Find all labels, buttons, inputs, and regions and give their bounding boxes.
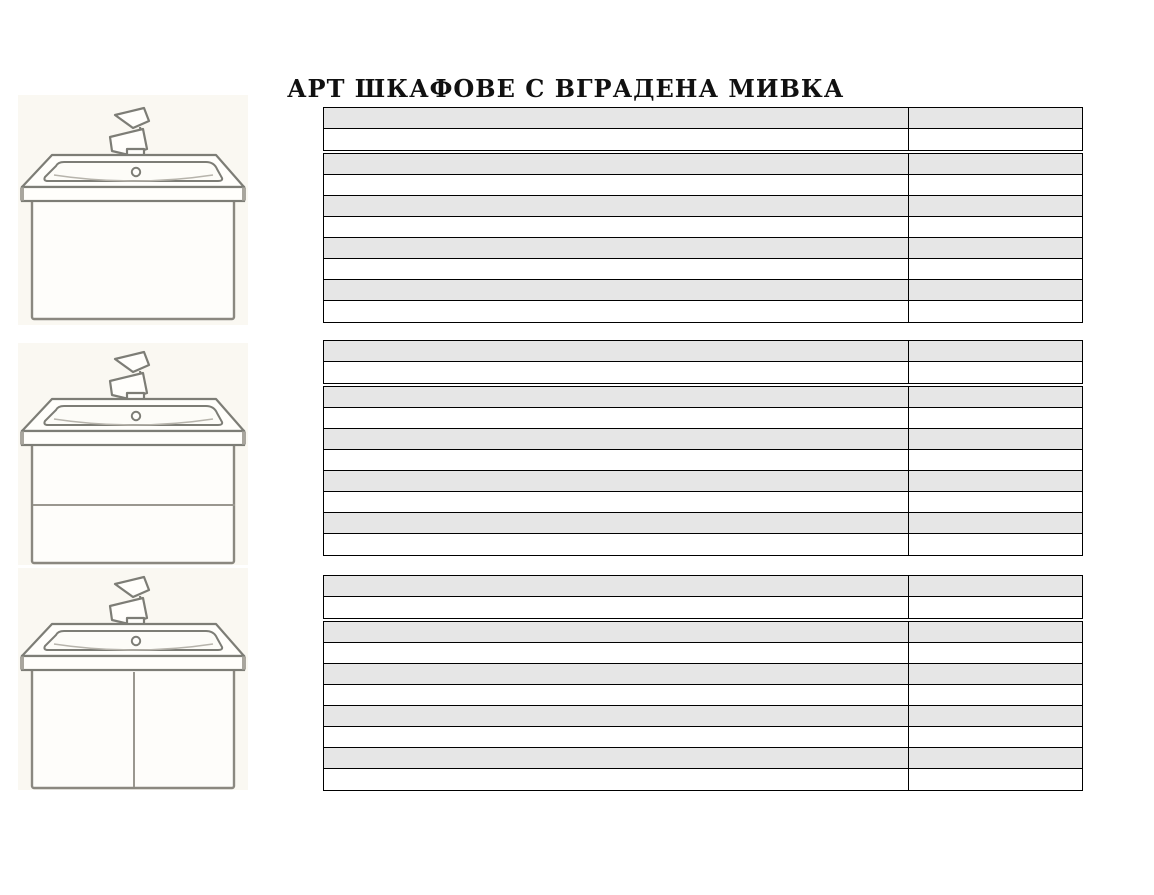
price-row xyxy=(323,533,1083,556)
product-price xyxy=(909,129,1082,150)
product-description xyxy=(324,259,909,280)
product-price xyxy=(909,108,1082,129)
price-row xyxy=(323,663,1083,686)
product-price xyxy=(909,217,1082,238)
price-row xyxy=(323,768,1083,791)
product-description xyxy=(324,408,909,429)
product-description xyxy=(324,362,909,383)
vanity-single-front-icon xyxy=(18,95,248,325)
product-description xyxy=(324,280,909,301)
price-row xyxy=(323,195,1083,218)
price-row xyxy=(323,575,1083,598)
product-price xyxy=(909,154,1082,175)
product-description xyxy=(324,471,909,492)
price-row xyxy=(323,449,1083,472)
product-description xyxy=(324,196,909,217)
price-row xyxy=(323,407,1083,430)
price-row xyxy=(323,512,1083,535)
vanity-illustration-1 xyxy=(18,95,248,325)
price-row xyxy=(323,642,1083,665)
vanity-illustration-2 xyxy=(18,343,248,565)
product-price xyxy=(909,769,1082,790)
product-description xyxy=(324,341,909,362)
product-description xyxy=(324,769,909,790)
product-price xyxy=(909,301,1082,322)
product-price xyxy=(909,685,1082,706)
price-table-2 xyxy=(323,340,1083,556)
product-description xyxy=(324,706,909,727)
product-price xyxy=(909,748,1082,769)
product-description xyxy=(324,622,909,643)
product-price xyxy=(909,341,1082,362)
product-price xyxy=(909,387,1082,408)
price-row xyxy=(323,340,1083,363)
price-row xyxy=(323,386,1083,409)
price-row xyxy=(323,684,1083,707)
price-row xyxy=(323,237,1083,260)
vanity-illustration-3 xyxy=(18,568,248,790)
vanity-two-drawers-icon xyxy=(18,343,248,565)
product-description xyxy=(324,238,909,259)
product-price xyxy=(909,706,1082,727)
product-description xyxy=(324,108,909,129)
product-price xyxy=(909,175,1082,196)
product-price xyxy=(909,622,1082,643)
price-row xyxy=(323,128,1083,151)
product-description xyxy=(324,129,909,150)
product-description xyxy=(324,664,909,685)
product-price xyxy=(909,259,1082,280)
price-row xyxy=(323,361,1083,384)
product-description xyxy=(324,301,909,322)
product-description xyxy=(324,429,909,450)
product-price xyxy=(909,238,1082,259)
product-description xyxy=(324,534,909,555)
product-description xyxy=(324,492,909,513)
product-price xyxy=(909,196,1082,217)
product-price xyxy=(909,513,1082,534)
price-row xyxy=(323,174,1083,197)
price-row xyxy=(323,491,1083,514)
price-table-1 xyxy=(323,107,1083,323)
product-description xyxy=(324,217,909,238)
product-price xyxy=(909,362,1082,383)
price-row xyxy=(323,216,1083,239)
product-price xyxy=(909,280,1082,301)
product-description xyxy=(324,576,909,597)
product-description xyxy=(324,513,909,534)
product-price xyxy=(909,727,1082,748)
price-row xyxy=(323,470,1083,493)
product-description xyxy=(324,154,909,175)
product-description xyxy=(324,175,909,196)
vanity-two-doors-icon xyxy=(18,568,248,790)
product-price xyxy=(909,576,1082,597)
product-description xyxy=(324,450,909,471)
product-price xyxy=(909,534,1082,555)
product-price xyxy=(909,492,1082,513)
product-description xyxy=(324,727,909,748)
page-title: АРТ ШКАФОВЕ С ВГРАДЕНА МИВКА xyxy=(287,74,845,103)
product-description xyxy=(324,597,909,618)
product-price xyxy=(909,429,1082,450)
price-row xyxy=(323,621,1083,644)
product-price xyxy=(909,408,1082,429)
product-price xyxy=(909,597,1082,618)
price-row xyxy=(323,300,1083,323)
price-row xyxy=(323,596,1083,619)
price-row xyxy=(323,726,1083,749)
product-description xyxy=(324,387,909,408)
price-row xyxy=(323,279,1083,302)
product-description xyxy=(324,685,909,706)
price-table-3 xyxy=(323,575,1083,791)
product-price xyxy=(909,643,1082,664)
price-row xyxy=(323,258,1083,281)
price-row xyxy=(323,107,1083,130)
product-price xyxy=(909,450,1082,471)
price-row xyxy=(323,153,1083,176)
product-description xyxy=(324,643,909,664)
price-row xyxy=(323,428,1083,451)
product-price xyxy=(909,471,1082,492)
price-row xyxy=(323,705,1083,728)
product-price xyxy=(909,664,1082,685)
price-row xyxy=(323,747,1083,770)
product-description xyxy=(324,748,909,769)
